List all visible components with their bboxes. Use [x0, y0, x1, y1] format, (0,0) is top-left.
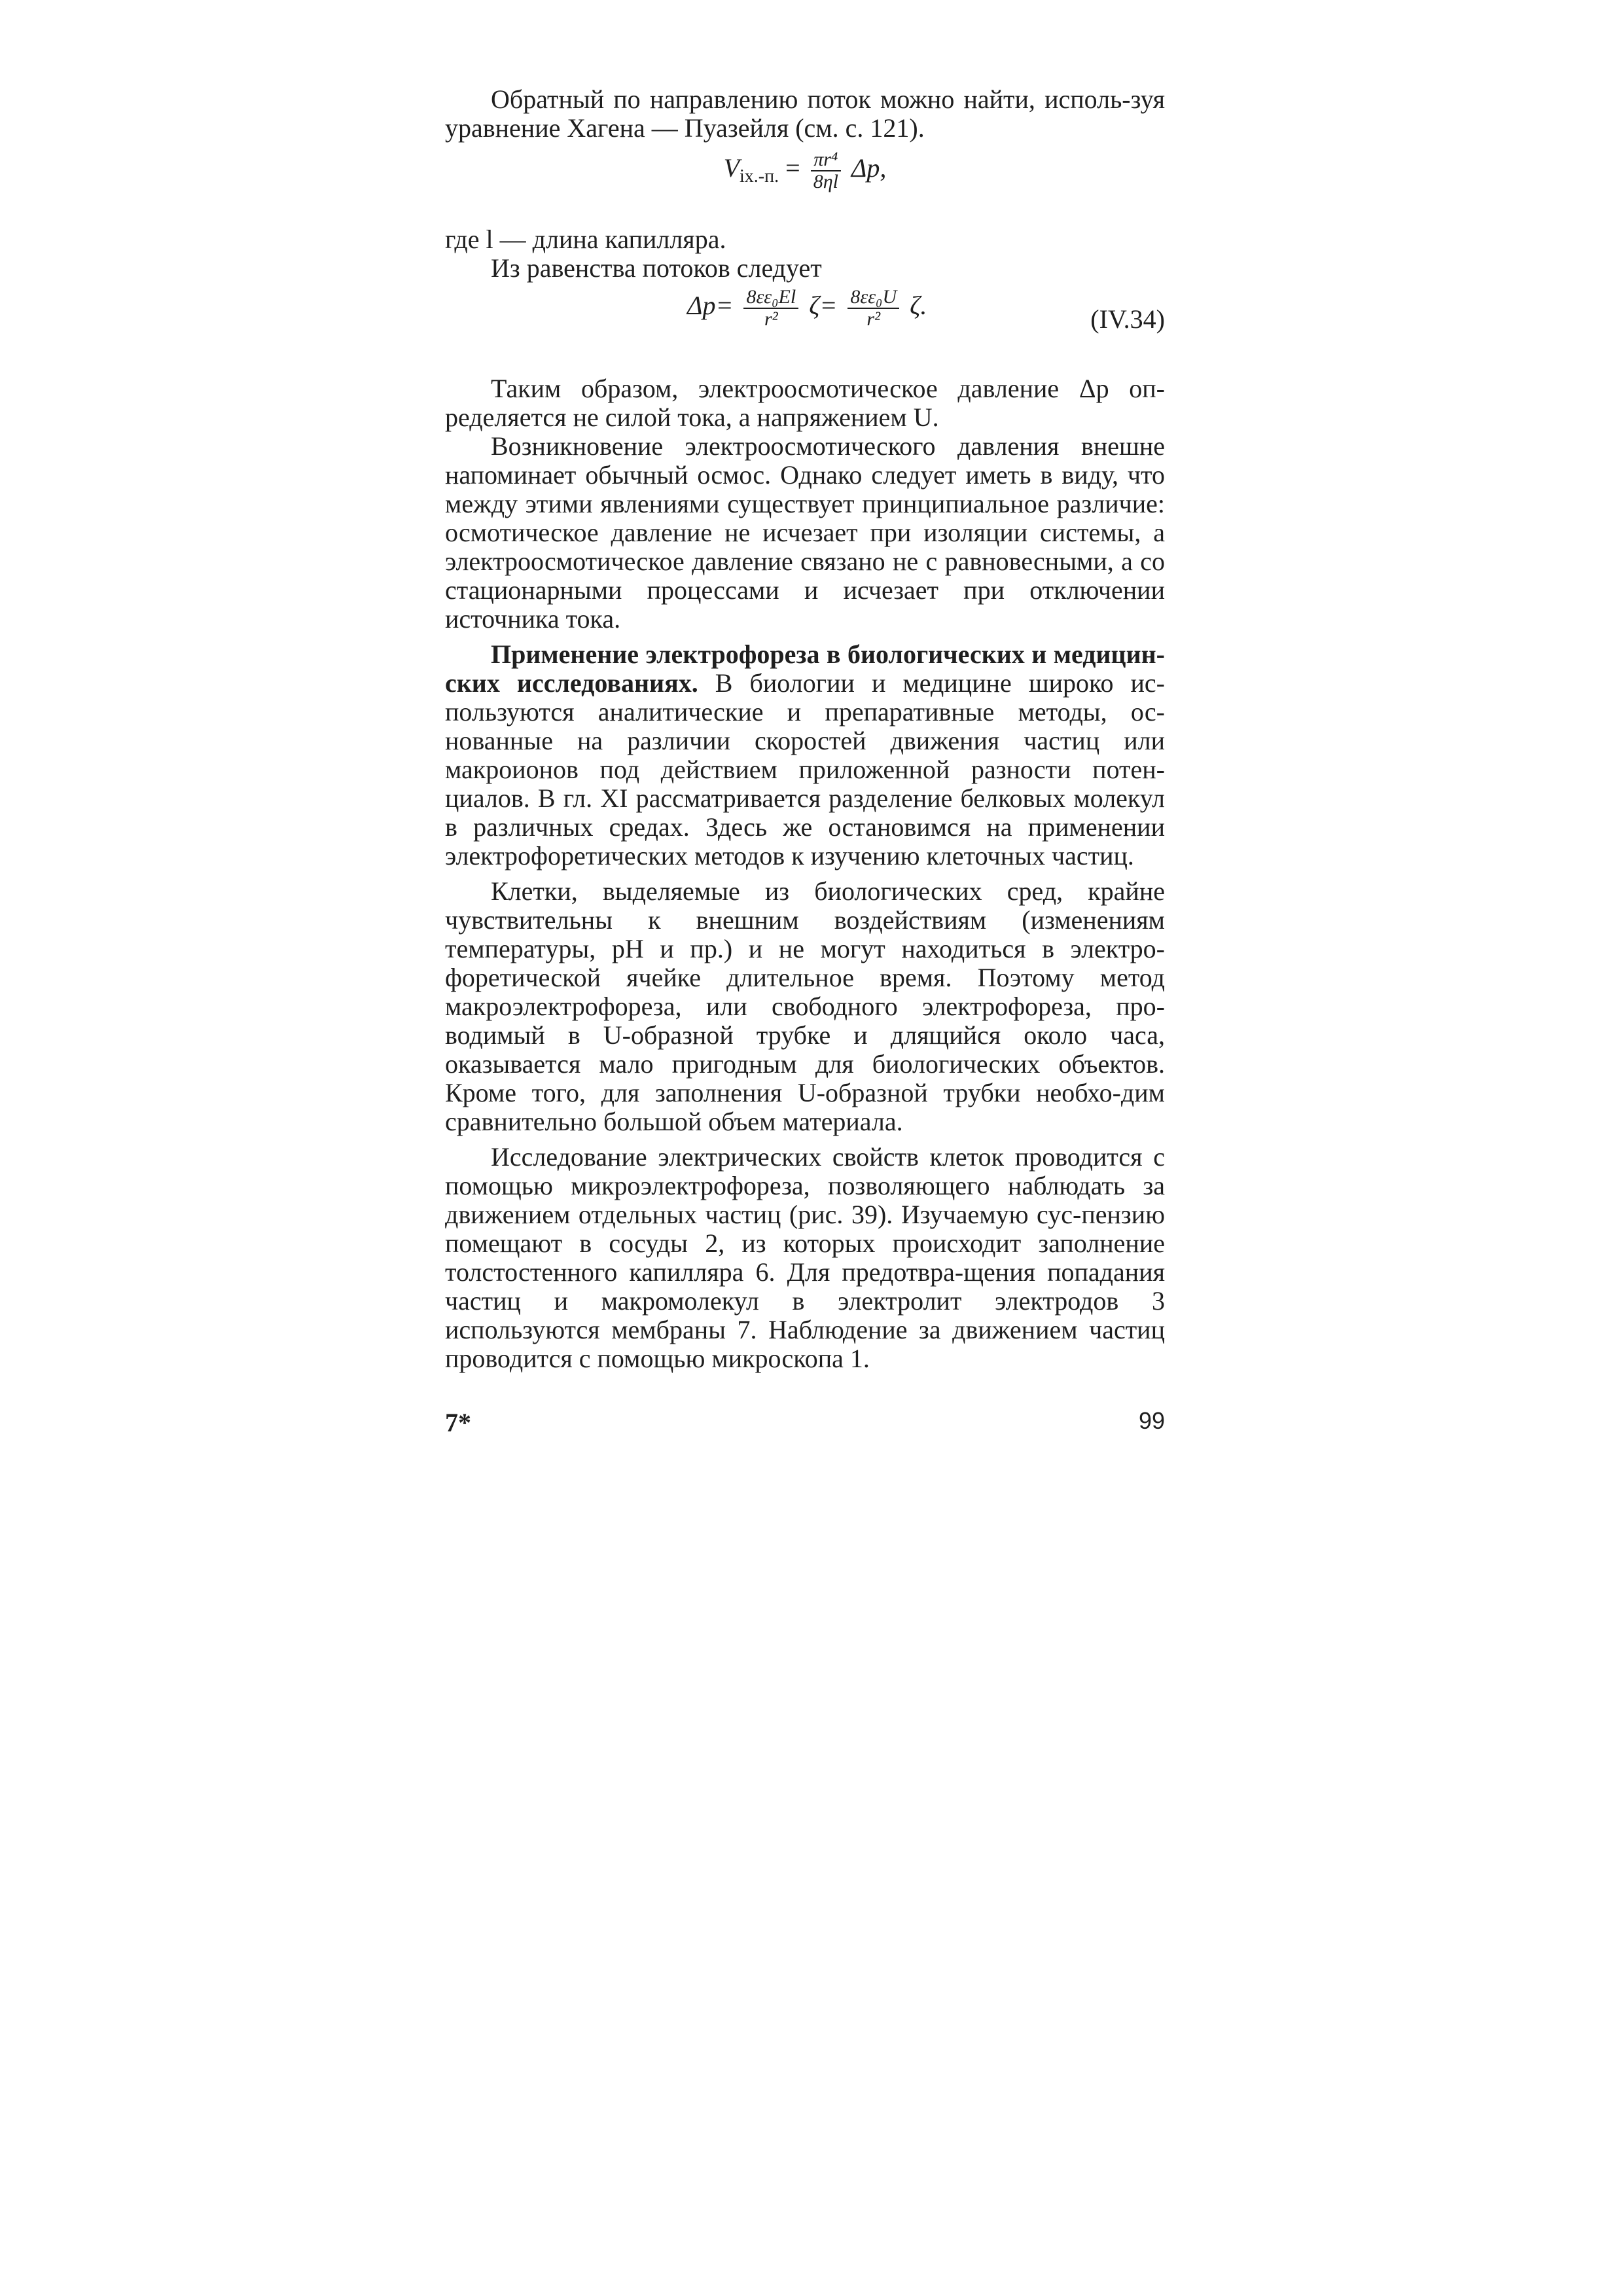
formula1-numerator: πr⁴: [811, 149, 841, 171]
formula-iv34: [445, 283, 1165, 352]
section-body: В биологии и медицине широко ис-пользуются аналитические и препаративные методы, ос-нованные на различии скоростей движения частиц или макроионов под действием приложенной разности потен-циалов. В гл. XI рассматривается разделение белковых молекул в различных средах. Здесь же остановимся на применении электрофоретических методов к изучению клеточных частиц.: [445, 668, 1165, 870]
formula1-denominator: 8ηl: [813, 171, 838, 192]
paragraph-thus: Таким образом, электроосмотическое давление Δp оп-ределяется не силой тока, а напряжением U.: [445, 374, 1165, 432]
formula1-lhs-sub: iх.-п.: [740, 166, 779, 187]
page-body: [445, 84, 1165, 1437]
formula2-end: ζ.: [910, 291, 927, 321]
formula2-fraction-2: [847, 287, 899, 330]
page-number: 99: [1138, 1407, 1165, 1434]
formula1-lhs: V: [723, 153, 740, 183]
formula1-rhs: Δp,: [851, 153, 887, 183]
formula2-denominator-1: r²: [764, 308, 778, 330]
formula1-eq: =: [785, 153, 800, 183]
formula2-lhs: Δp=: [687, 291, 734, 321]
formula2-mid: ζ=: [809, 291, 838, 321]
formula2-number: (IV.34): [1090, 304, 1165, 334]
formula2-numerator-1: 8εε₀El: [743, 287, 798, 309]
paragraph-capillary-length: где l — длина капилляра.: [445, 224, 726, 254]
signature-mark: 7*: [445, 1408, 471, 1437]
formula-hagen-poiseuille: [445, 143, 1165, 212]
section-heading: Применение электрофореза в биологических и медицин-ских исследованиях.: [445, 639, 1165, 698]
formula2-fraction-1: [743, 287, 798, 330]
paragraph-microelectrophoresis: Исследование электрических свойств клеток проводится с помощью микроэлектрофореза, позволяющего наблюдать за движением отдельных частиц (рис. 39). Изучаемую сус-пензию помещают в сосуды 2, из которых происходит заполнение толстостенного капилляра 6. Для предотвра-щения попадания частиц и макромолекул в электролит электродов 3 используются мембраны 7. Наблюдение за движением частиц проводится с помощью микроскопа 1.: [445, 1142, 1165, 1373]
paragraph-cells: Клетки, выделяемые из биологических сред, крайне чувствительны к внешним воздействиям (изменениям температуры, pH и пр.) и не могут находиться в электро-форетической ячейке длительное время. Поэтому метод макроэлектрофореза, или свободного электрофореза, про-водимый в U-образной трубке и длящийся около часа, оказывается мало пригодным для биологических объектов. Кроме того, для заполнения U-образной трубки необхо-дим сравнительно большой объем материала.: [445, 876, 1165, 1136]
formula2-denominator-2: r²: [866, 308, 881, 330]
formula1-fraction: [811, 149, 841, 192]
paragraph-osmosis-difference: Возникновение электроосмотического давления внешне напоминает обычный осмос. Однако следует иметь в виду, что между этими явлениями существует принципиальное различие: осмотическое давление не исчезает при изоляции системы, а электроосмотическое давление связано не с равновесными, а со стационарными процессами и исчезает при отключении источника тока.: [445, 431, 1165, 634]
paragraph-electrophoresis-application: [445, 640, 1165, 870]
paragraph-reverse-flow: Обратный по направлению поток можно найти, исполь-зуя уравнение Хагена — Пуазейля (см. с. 121).: [445, 84, 1165, 143]
formula2-numerator-2: 8εε₀U: [847, 287, 899, 309]
page-footer: [445, 1407, 1165, 1440]
paragraph-equality-flows: Из равенства потоков следует: [491, 253, 822, 283]
